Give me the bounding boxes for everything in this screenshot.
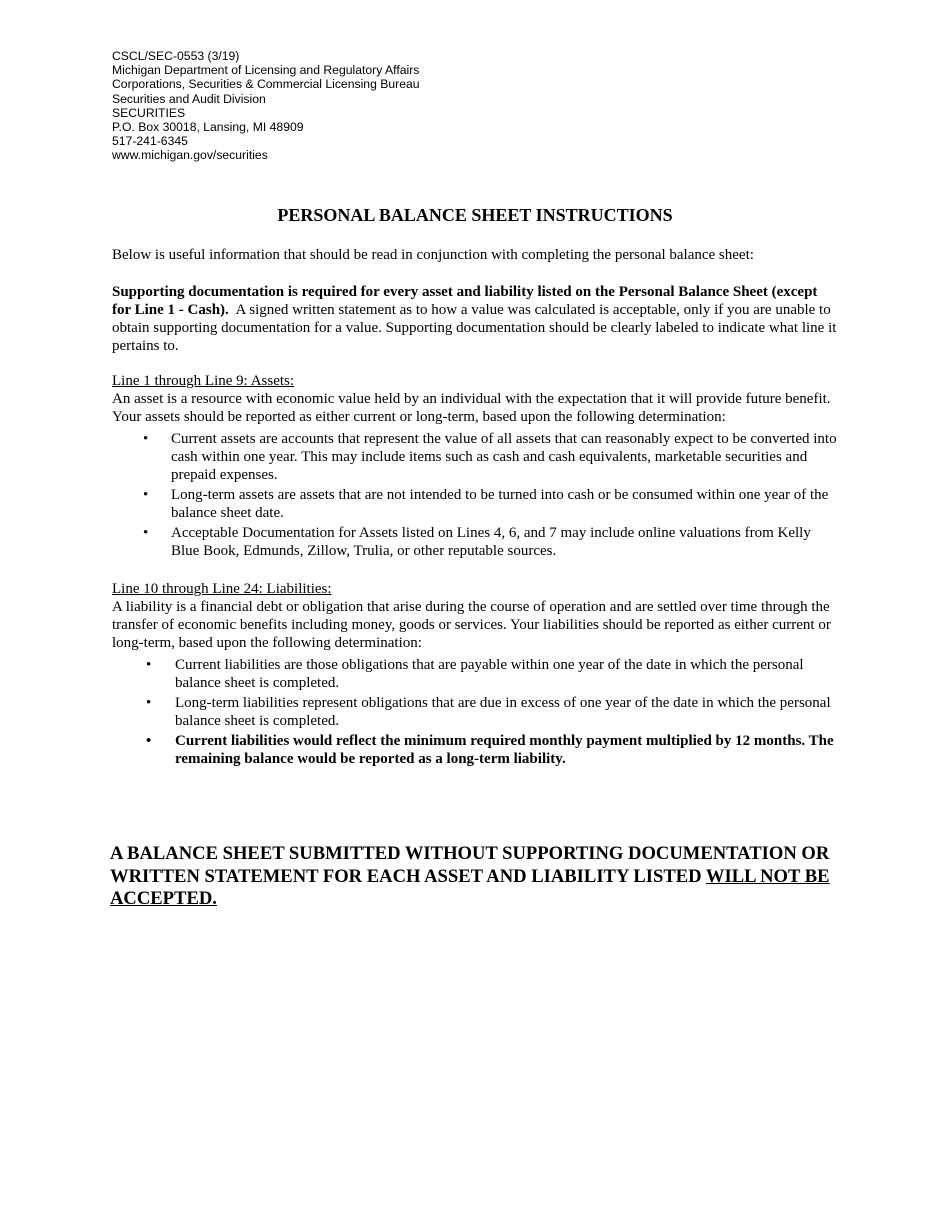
supporting-documentation-paragraph bbox=[112, 283, 838, 355]
website-url: www.michigan.gov/securities bbox=[112, 148, 268, 163]
list-item bbox=[112, 430, 838, 484]
list-item-text: Current liabilities would reflect the minimum required monthly payment multiplied by 12 months. The remaining balance would be reported as a long-term liability. bbox=[175, 733, 834, 767]
bullet-icon: • bbox=[146, 733, 152, 749]
list-item bbox=[112, 524, 838, 560]
list-item-text: Long-term assets are assets that are not intended to be turned into cash or be consumed within one year of the balance sheet date. bbox=[171, 487, 829, 521]
list-item-text: Long-term liabilities represent obligations that are due in excess of one year of the date in which the personal balance sheet is completed. bbox=[175, 695, 831, 729]
final-notice-text: A BALANCE SHEET SUBMITTED WITHOUT SUPPORTING DOCUMENTATION OR WRITTEN STATEMENT FOR EACH ASSET AND LIABILITY LISTED bbox=[110, 843, 830, 887]
list-item bbox=[112, 732, 838, 768]
list-item-text: Current liabilities are those obligations that are payable within one year of the date in which the personal balance sheet is completed. bbox=[175, 657, 804, 691]
agency-header bbox=[112, 49, 420, 163]
assets-description: An asset is a resource with economic value held by an individual with the expectation that it will provide future benefit. Your assets should be reported as either current or long-term, based upon the following determination: bbox=[112, 391, 831, 425]
mailing-address: P.O. Box 30018, Lansing, MI 48909 bbox=[112, 120, 304, 135]
division-name: Securities and Audit Division bbox=[112, 91, 266, 106]
bullet-icon: • bbox=[143, 431, 149, 447]
intro-paragraph: Below is useful information that should be read in conjunction with completing the personal balance sheet: bbox=[112, 247, 754, 263]
final-notice bbox=[110, 843, 850, 911]
department-name: Michigan Department of Licensing and Regulatory Affairs bbox=[112, 63, 420, 78]
list-item-text: Acceptable Documentation for Assets listed on Lines 4, 6, and 7 may include online valuations from Kelly Blue Book, Edmunds, Zillow, Trulia, or other reputable sources. bbox=[171, 525, 811, 559]
bureau-name: Corporations, Securities & Commercial Licensing Bureau bbox=[112, 77, 420, 92]
final-notice-emphasis: WILL NOT BE ACCEPTED. bbox=[110, 865, 830, 909]
supporting-documentation-requirement: Supporting documentation is required for every asset and liability listed on the Personal Balance Sheet (except for Line 1 - Cash). bbox=[112, 284, 818, 318]
list-item-text: Current assets are accounts that represent the value of all assets that can reasonably expect to be converted into cash within one year. This may include items such as cash and cash equivalents, marketable securities and prepaid expenses. bbox=[171, 431, 837, 483]
list-item bbox=[112, 486, 838, 522]
liabilities-heading: Line 10 through Line 24: Liabilities: bbox=[112, 581, 332, 597]
bullet-icon: • bbox=[143, 525, 149, 541]
page-title: PERSONAL BALANCE SHEET INSTRUCTIONS bbox=[277, 205, 673, 225]
liabilities-description: A liability is a financial debt or obligation that arise during the course of operation and are settled over time through the transfer of economic benefits including money, goods or services. Your liabilities should be reported as either current or long-term, based upon the following determination: bbox=[112, 599, 831, 651]
phone-number: 517-241-6345 bbox=[112, 134, 188, 149]
assets-heading: Line 1 through Line 9: Assets: bbox=[112, 373, 295, 389]
list-item bbox=[112, 694, 838, 730]
section-name: SECURITIES bbox=[112, 105, 186, 120]
assets-section bbox=[112, 372, 838, 562]
bullet-icon: • bbox=[146, 695, 152, 711]
bullet-icon: • bbox=[143, 487, 149, 503]
list-item bbox=[112, 656, 838, 692]
supporting-documentation-details: A signed written statement as to how a value was calculated is acceptable, only if you are unable to obtain supporting documentation for a value. Supporting documentation should be clearly labeled to indicate what line it pertains to. bbox=[112, 302, 837, 354]
liabilities-bullet-list bbox=[112, 656, 838, 768]
assets-bullet-list bbox=[112, 430, 838, 560]
bullet-icon: • bbox=[146, 657, 152, 673]
form-number: CSCL/SEC-0553 (3/19) bbox=[112, 49, 240, 63]
liabilities-section bbox=[112, 580, 838, 770]
